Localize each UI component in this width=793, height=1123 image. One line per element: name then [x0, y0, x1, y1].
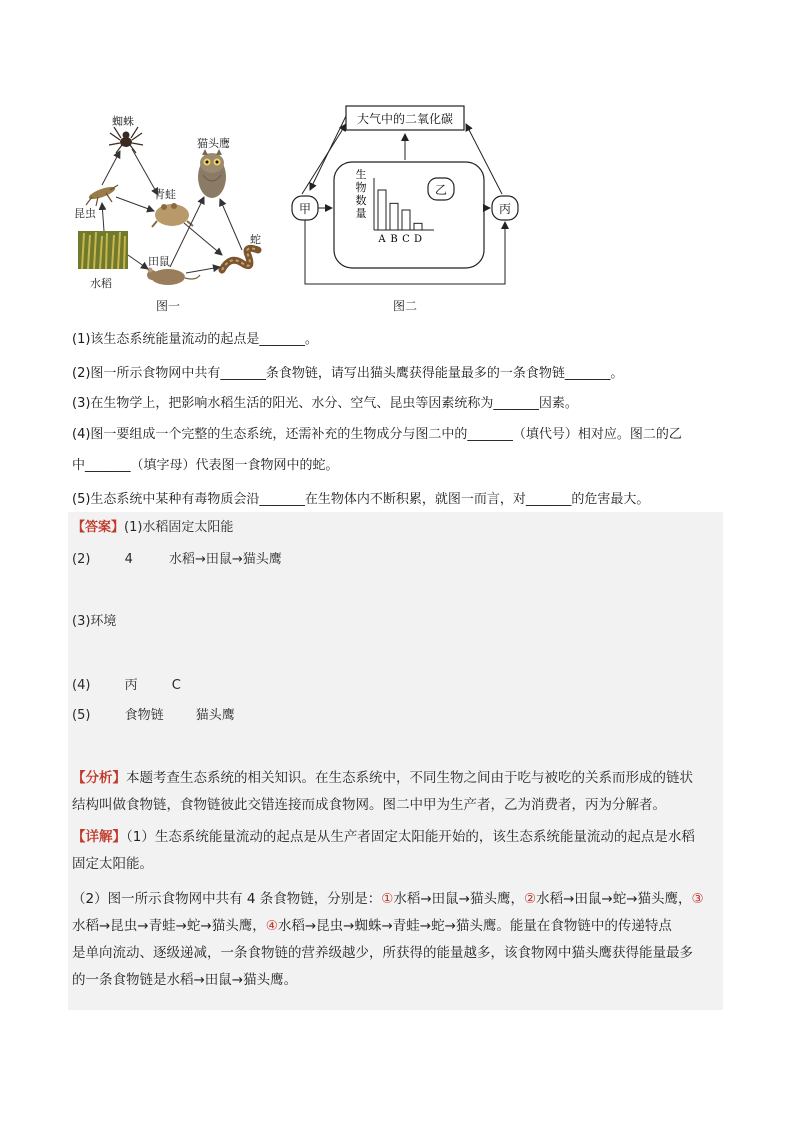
detail-text-4: 能量在食物链中的传递特点 [509, 918, 672, 934]
analysis-line-1 [72, 765, 722, 792]
bar-chart-ylabel [356, 167, 367, 220]
detail-line-3 [72, 886, 722, 913]
bar-B [390, 203, 398, 230]
yi-label: 乙 [434, 183, 448, 197]
label-snake: 蛇 [250, 233, 261, 246]
figure-2-carbon-cycle [288, 102, 528, 317]
label-mouse: 田鼠 [148, 255, 170, 268]
ylabel-char: 物 [355, 181, 367, 194]
analysis-line-2: 结构叫做食物链，食物链彼此交错连接而成食物网。图二中甲为生产者，乙为消费者，丙为分解者。 [72, 797, 666, 813]
detail-line-5: 是单向流动、逐级递减，一条食物链的营养级越少，所获得的能量越多，该食物网中猫头鹰获得能量最多 [72, 945, 693, 961]
snake-icon [222, 248, 258, 270]
figure-1-caption: 图一 [156, 299, 181, 313]
label-insect: 昆虫 [74, 207, 96, 220]
answer-5-target: 猫头鹰 [195, 708, 235, 723]
tick-label-B: B [390, 234, 398, 245]
frog-icon [152, 203, 193, 227]
answer-1: (1)水稻固定太阳能 [124, 520, 234, 535]
label-rice: 水稻 [90, 277, 112, 290]
mouse-icon [147, 268, 200, 286]
bar-D [414, 223, 422, 230]
detail-text-3: （2）图一所示食物网中共有 4 条食物链，分别是： [72, 891, 382, 907]
chain-3: 水稻→昆虫→青蛙→蛇→猫头鹰， [72, 918, 266, 934]
label-frog: 青蛙 [154, 188, 176, 201]
jia-label: 甲 [298, 202, 312, 216]
analysis-block [72, 765, 722, 819]
answer-line-2 [72, 550, 282, 570]
chain-2: 水稻→田鼠→蛇→猫头鹰， [536, 891, 692, 907]
answer-2-chain: 水稻→田鼠→猫头鹰 [168, 552, 282, 567]
chain-4-number: ④ [265, 918, 278, 934]
bar-C [402, 210, 410, 230]
question-2: (2)图一所示食物网中共有_______条食物链，请写出猫头鹰获得能量最多的一条食物链_______。 [72, 366, 624, 381]
ylabel-char: 数 [355, 194, 367, 207]
ylabel-char: 生 [355, 168, 367, 181]
answer-5-val: 食物链 [124, 708, 164, 723]
detail-line-4 [72, 913, 722, 940]
answer-5-num: (5) [72, 708, 91, 723]
analysis-text-1: 本题考查生态系统的相关知识。在生态系统中，不同生物之间由于吃与被吃的关系而形成的链状 [126, 770, 693, 786]
question-1: (1)该生态系统能量流动的起点是_______。 [72, 332, 318, 347]
chain-1: 水稻→田鼠→猫头鹰， [393, 891, 524, 907]
answer-2-num: (2) [72, 552, 91, 567]
tick-label-C: C [402, 234, 410, 245]
answer-tag: 【答案】 [72, 520, 125, 535]
chain-1-number: ① [381, 891, 394, 907]
owl-icon [198, 149, 226, 198]
spider-icon [109, 127, 143, 153]
answer-line-4 [72, 676, 181, 696]
figure-1-food-web [72, 105, 292, 320]
label-owl: 猫头鹰 [197, 137, 230, 150]
carbon-cycle-diagram [288, 102, 528, 317]
insect-icon [86, 184, 118, 206]
chain-2-number: ② [524, 891, 537, 907]
tick-label-D: D [413, 234, 423, 245]
atmosphere-label: 大气中的二氧化碳 [356, 112, 454, 126]
figure-2-caption: 图二 [393, 299, 418, 313]
answer-3: (3)环境 [72, 614, 117, 629]
answer-4-num: (4) [72, 678, 91, 693]
label-spider: 蜘蛛 [112, 115, 134, 128]
tick-label-A: A [378, 234, 386, 245]
detail-line-1 [72, 824, 722, 851]
bar-A [378, 190, 386, 230]
answer-line-1 [72, 518, 233, 538]
detail-tag: 【详解】 [72, 829, 126, 845]
detail-text-1: （1）生态系统能量流动的起点是从生产者固定太阳能开始的，该生态系统能量流动的起点是水稻 [126, 829, 695, 845]
answer-2-val: 4 [124, 552, 133, 567]
ylabel-char: 量 [355, 207, 367, 220]
analysis-tag: 【分析】 [72, 770, 126, 786]
answer-line-3 [72, 612, 116, 632]
answer-line-5 [72, 706, 235, 726]
answer-4-val: 丙 [124, 678, 138, 693]
chain-3-number: ③ [691, 891, 704, 907]
question-5: (5)生态系统中某种有毒物质会沿_______在生物体内不断积累，就图一而言，对_______的危害最大。 [72, 492, 650, 507]
question-4-line-2: 中_______（填字母）代表图一食物网中的蛇。 [72, 458, 339, 473]
chain-4: 水稻→昆虫→蜘蛛→青蛙→蛇→猫头鹰。 [277, 918, 510, 934]
question-3: (3)在生物学上，把影响水稻生活的阳光、水分、空气、昆虫等因素统称为_______因素。 [72, 396, 578, 411]
answer-4-letter: C [171, 678, 181, 693]
bing-label: 丙 [498, 202, 512, 216]
detail-block [72, 824, 722, 994]
food-web-diagram [72, 105, 292, 320]
detail-line-6: 的一条食物链是水稻→田鼠→猫头鹰。 [72, 972, 298, 988]
rice-icon [78, 231, 128, 269]
question-4-line-1: (4)图一要组成一个完整的生态系统，还需补充的生物成分与图二中的_______（填代号）相对应。图二的乙 [72, 427, 682, 442]
detail-line-2: 固定太阳能。 [72, 856, 153, 872]
